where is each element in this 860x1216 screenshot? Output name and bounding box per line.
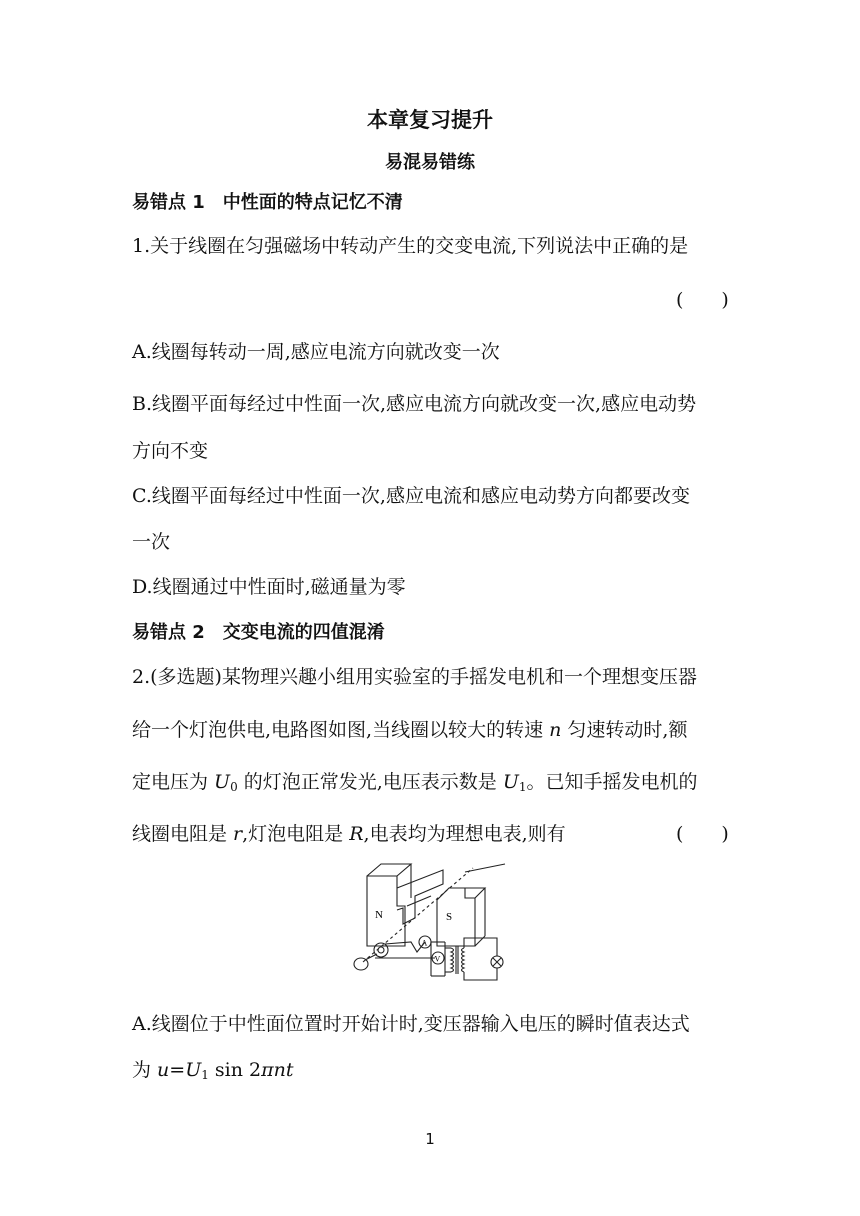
question1-option-a: A.线圈每转动一周,感应电流方向就改变一次 — [132, 341, 500, 363]
question2-line3-text-a: 定电压为 — [132, 771, 215, 793]
magnet-n-top — [367, 864, 411, 876]
var-r: r — [233, 823, 243, 845]
transformer-primary — [451, 948, 454, 972]
pole-s-label: S — [446, 911, 453, 923]
option-a-sub: 1 — [201, 1068, 209, 1082]
question1-text: 1.关于线圈在匀强磁场中转动产生的交变电流,下列说法中正确的是 — [132, 235, 689, 257]
question2-option-a-line2 — [132, 1058, 293, 1082]
pole-n-label: N — [375, 909, 383, 921]
section2-heading: 易错点 2 交变电流的四值混淆 — [132, 622, 385, 643]
question1-answer-blank: ( ) — [676, 289, 729, 311]
section1-heading: 易错点 1 中性面的特点记忆不清 — [132, 192, 403, 213]
question2-line2-text-a: 给一个灯泡供电,电路图如图,当线圈以较大的转速 — [132, 719, 550, 741]
question2-line2 — [132, 718, 687, 742]
var-pi-nt: πnt — [261, 1059, 294, 1081]
question1-option-b-line1: B.线圈平面每经过中性面一次,感应电流方向就改变一次,感应电动势 — [132, 393, 697, 415]
page-subtitle: 易混易错练 — [385, 152, 475, 173]
generator-circuit-figure — [345, 858, 515, 988]
question2-line4-text-a: 线圈电阻是 — [132, 823, 234, 845]
var-u0: U — [214, 771, 231, 793]
var-R: R — [349, 823, 364, 845]
question2-line4-text-b: ,灯泡电阻是 — [242, 823, 350, 845]
voltmeter-label: V — [434, 954, 441, 964]
var-u: u — [157, 1059, 170, 1081]
question2-option-a-line1: A.线圈位于中性面位置时开始计时,变压器输入电压的瞬时值表达式 — [132, 1013, 690, 1035]
page-title: 本章复习提升 — [367, 108, 493, 132]
sub-1: 1 — [518, 780, 527, 794]
magnet-n-outline — [367, 876, 405, 946]
question1-option-c-line1: C.线圈平面每经过中性面一次,感应电流和感应电动势方向都要改变 — [132, 485, 690, 507]
question2-line2-text-b: 匀速转动时,额 — [561, 719, 688, 741]
question2-line1: 2.(多选题)某物理兴趣小组用实验室的手摇发电机和一个理想变压器 — [132, 666, 697, 688]
question1-option-c-line2: 一次 — [132, 531, 171, 553]
option-a-equals: = — [169, 1059, 186, 1081]
question2-line4 — [132, 822, 566, 846]
option-a-text-a: 为 — [132, 1059, 158, 1081]
question2-line3-text-b: 的灯泡正常发光,电压表示数是 — [237, 771, 503, 793]
sub-0: 0 — [230, 780, 238, 794]
option-a-sin: sin 2 — [208, 1059, 262, 1081]
question2-answer-blank: ( ) — [676, 823, 729, 845]
var-u1: U — [502, 771, 519, 793]
var-U: U — [185, 1059, 202, 1081]
question2-line4-text-c: ,电表均为理想电表,则有 — [363, 823, 566, 845]
transformer-secondary — [462, 948, 465, 972]
question1-option-d: D.线圈通过中性面时,磁通量为零 — [132, 576, 406, 598]
question2-line3 — [132, 770, 698, 794]
magnet-s-outline — [437, 888, 475, 946]
coil — [397, 870, 443, 924]
question2-line3-text-c: 。已知手摇发电机的 — [526, 771, 698, 793]
page-number: 1 — [425, 1130, 435, 1148]
var-n: n — [549, 719, 562, 741]
question1-option-b-line2: 方向不变 — [132, 440, 209, 462]
ammeter-label: A — [421, 938, 428, 948]
